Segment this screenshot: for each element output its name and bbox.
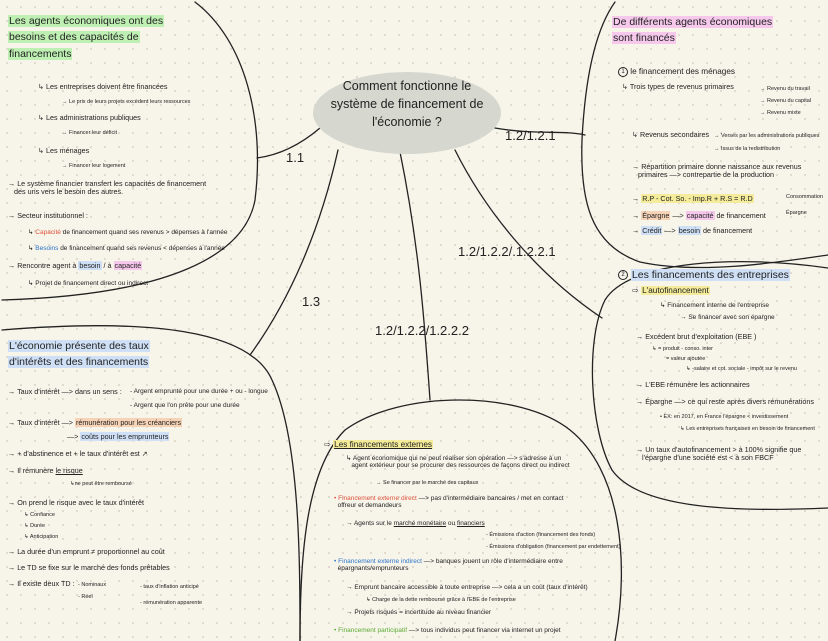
link-label-1-3: 1.3 [302, 294, 321, 309]
list-item: - Réel [78, 594, 93, 600]
list-item: - Argent que l'on prête pour une durée [130, 402, 240, 409]
link-label-1-1: 1.1 [286, 150, 305, 165]
list-item: → Secteur institutionnel : [8, 211, 88, 220]
list-item: → Agents sur le marché monétaire ou financiers [346, 520, 485, 527]
title-line: L'économie présente des taux [9, 340, 149, 352]
list-item: - Nominaux [78, 582, 107, 588]
list-item: - taux d'inflation anticipé [140, 584, 199, 590]
list-item: ↳ Durée [24, 523, 46, 529]
title-line: Les agents économiques ont des [9, 15, 164, 27]
list-item: ↳ Financement interne de l'entreprise [660, 302, 769, 309]
list-item: - Argent emprunté pour une durée + ou - longue [130, 388, 268, 395]
list-item: → Se financer par le marché des capitaux [376, 480, 479, 486]
bottomleft-title [8, 338, 150, 371]
list-item: • Financement externe indirect —> banques jouent un rôle d'intermédiaire entre épargnants/emprunteurs [334, 558, 563, 573]
list-item: • EX: en 2017, en France l'épargne < investissement [660, 414, 789, 420]
bottomleft-border [2, 326, 300, 641]
list-item: → Taux d'intérêt —> rémunération pour les créanciers [8, 418, 182, 427]
list-item: = valeur ajoutée [666, 356, 706, 362]
title-line: sont financés [613, 32, 675, 45]
list-item: → Il rémunère le risque [8, 466, 83, 475]
list-item: ↳ Agent économique qui ne peut réaliser son opération —> s'adresse à un agent extérieur pour se procurer des ressources de façons direct ou indirect [346, 455, 570, 470]
list-item: → Rencontre agent à besoin / à capacité [8, 261, 142, 270]
list-item: → Il existe deux TD : [8, 579, 75, 588]
list-item: → R.P - Cot. So. - Imp.R + R.S = R.D [632, 194, 753, 203]
list-item: → Revenu du capital [760, 98, 812, 104]
title-line: besoins et des capacités de [9, 31, 139, 44]
list-item: - Émissions d'obligation (financement par endettement) [486, 544, 621, 550]
list-item: ↳ = produit - conso. inter [652, 346, 714, 352]
list-item: ↳ Confiance [24, 512, 55, 518]
topright-title [612, 14, 773, 47]
bottomcenter-title: ⇨ Les financements externes [324, 440, 432, 449]
list-item: ↳ -salaire et cot. sociale - impôt sur le revenu [686, 366, 797, 372]
midright-title: 2 Les financements des entreprises [618, 267, 790, 283]
list-item: Consommation [786, 194, 823, 200]
title-line: financements [9, 47, 72, 60]
list-item: ↳ Revenus secondaires [632, 130, 710, 139]
link-1-2-2-1 [455, 150, 602, 318]
list-item: ⇨ L'autofinancement [632, 286, 709, 295]
list-item: ↳ Besoins de financement quand ses revenus < dépenses à l'année [28, 245, 225, 252]
list-item: → Épargne —> ce qui reste après divers rémunérations [636, 397, 814, 406]
central-topic-line: l'économie ? [372, 114, 442, 129]
list-item: ↳ne peut être remboursé [70, 481, 132, 487]
list-item: ↳ Projet de financement direct ou indirect [28, 280, 148, 287]
list-item: → Le TD se fixe sur le marché des fonds prêtables [8, 563, 170, 572]
title-line: De différents agents économiques [613, 16, 773, 28]
list-item: → Épargne —> capacité de financement [632, 211, 766, 220]
title-line: d'intérêts et des financements [9, 356, 149, 369]
list-item: ↳ Les ménages [38, 146, 90, 155]
list-item: → L'EBE rémunère les actionnaires [636, 380, 750, 389]
link-label-1-2-2-1: 1.2/1.2.2/.1.2.2.1 [458, 244, 556, 259]
list-item: → Se financer avec son épargne [680, 314, 775, 321]
list-item: ↳ Les administrations publiques [38, 113, 141, 122]
list-item: ↳ Les entreprises doivent être financées [38, 82, 168, 91]
list-item: → Revenu mixte [760, 110, 801, 116]
list-item: → Issus de la redistribution [714, 146, 781, 152]
list-item: - Émissions d'action (financement des fonds) [486, 532, 596, 538]
list-item: → + d'abstinence et + le taux d'intérêt est ↗ [8, 449, 148, 458]
central-topic [313, 78, 501, 131]
list-item: Épargne [786, 210, 807, 216]
topleft-title [8, 13, 164, 62]
list-item: • Financement externe direct —> pas d'intermédiaire bancaires / met en contact offreur et demandeurs [334, 495, 564, 510]
list-item: ↳ Les entreprises françaises en besoin de financement [680, 426, 815, 432]
central-topic-line: Comment fonctionne le [342, 79, 472, 93]
list-item: → Emprunt bancaire accessible à toute entreprise —> cela a un coût (taux d'intérêt) [346, 584, 588, 591]
list-item: ↳ Charge de la dette remboursé grâce à l'EBE de l'entreprise [366, 597, 516, 603]
list-item: → Financer leur déficit [62, 130, 118, 136]
link-1-3 [250, 150, 338, 355]
list-item: → Financer leur logement [62, 163, 126, 169]
list-item: ↳ Capacité de financement quand ses revenus > dépenses à l'année [28, 229, 228, 236]
list-item: —> coûts pour les emprunteurs [67, 432, 169, 441]
list-item: → Répartition primaire donne naissance aux revenus primaires —> contrepartie de la production [632, 162, 802, 180]
link-label-1-2-1: 1.2/1.2.1 [505, 128, 556, 143]
list-item: → Revenu du travail [760, 86, 810, 92]
list-item: - rémunération apparente [140, 600, 203, 606]
list-item: → Un taux d'autofinancement > à 100% signifie que l'épargne d'une société est < à son FBCF [636, 445, 802, 463]
list-item: → Le système financier transfert les capacités de financement des uns vers le besoin des autres. [8, 179, 207, 197]
link-label-1-2-2-2: 1.2/1.2.2/1.2.2.2 [375, 323, 469, 338]
link-1-2-2-2 [400, 152, 430, 400]
central-topic-line: système de financement de [330, 96, 484, 111]
list-item: → Crédit —> besoin de financement [632, 226, 753, 235]
list-item: → Excédent brut d'exploitation (EBE ) [636, 332, 757, 341]
list-item: → La durée d'un emprunt ≠ proportionnel au coût [8, 547, 165, 556]
list-item: → On prend le risque avec le taux d'intérêt [8, 498, 145, 507]
list-item: ↳ Trois types de revenus primaires [622, 82, 734, 91]
list-item: → Taux d'intérêt —> dans un sens : [8, 387, 122, 396]
list-item: • Financement participatif —> tous individus peut financer via internet un projet [334, 627, 561, 634]
list-item: → Versés par les administrations publiques [714, 133, 820, 139]
section-heading: 1 le financement des ménages [618, 67, 735, 77]
list-item: ↳ Anticipation [24, 534, 59, 540]
list-item: → Projets risqués = incertitude au niveau financier [346, 609, 492, 616]
list-item: → Le prix de leurs projets excèdent leurs ressources [62, 99, 191, 105]
